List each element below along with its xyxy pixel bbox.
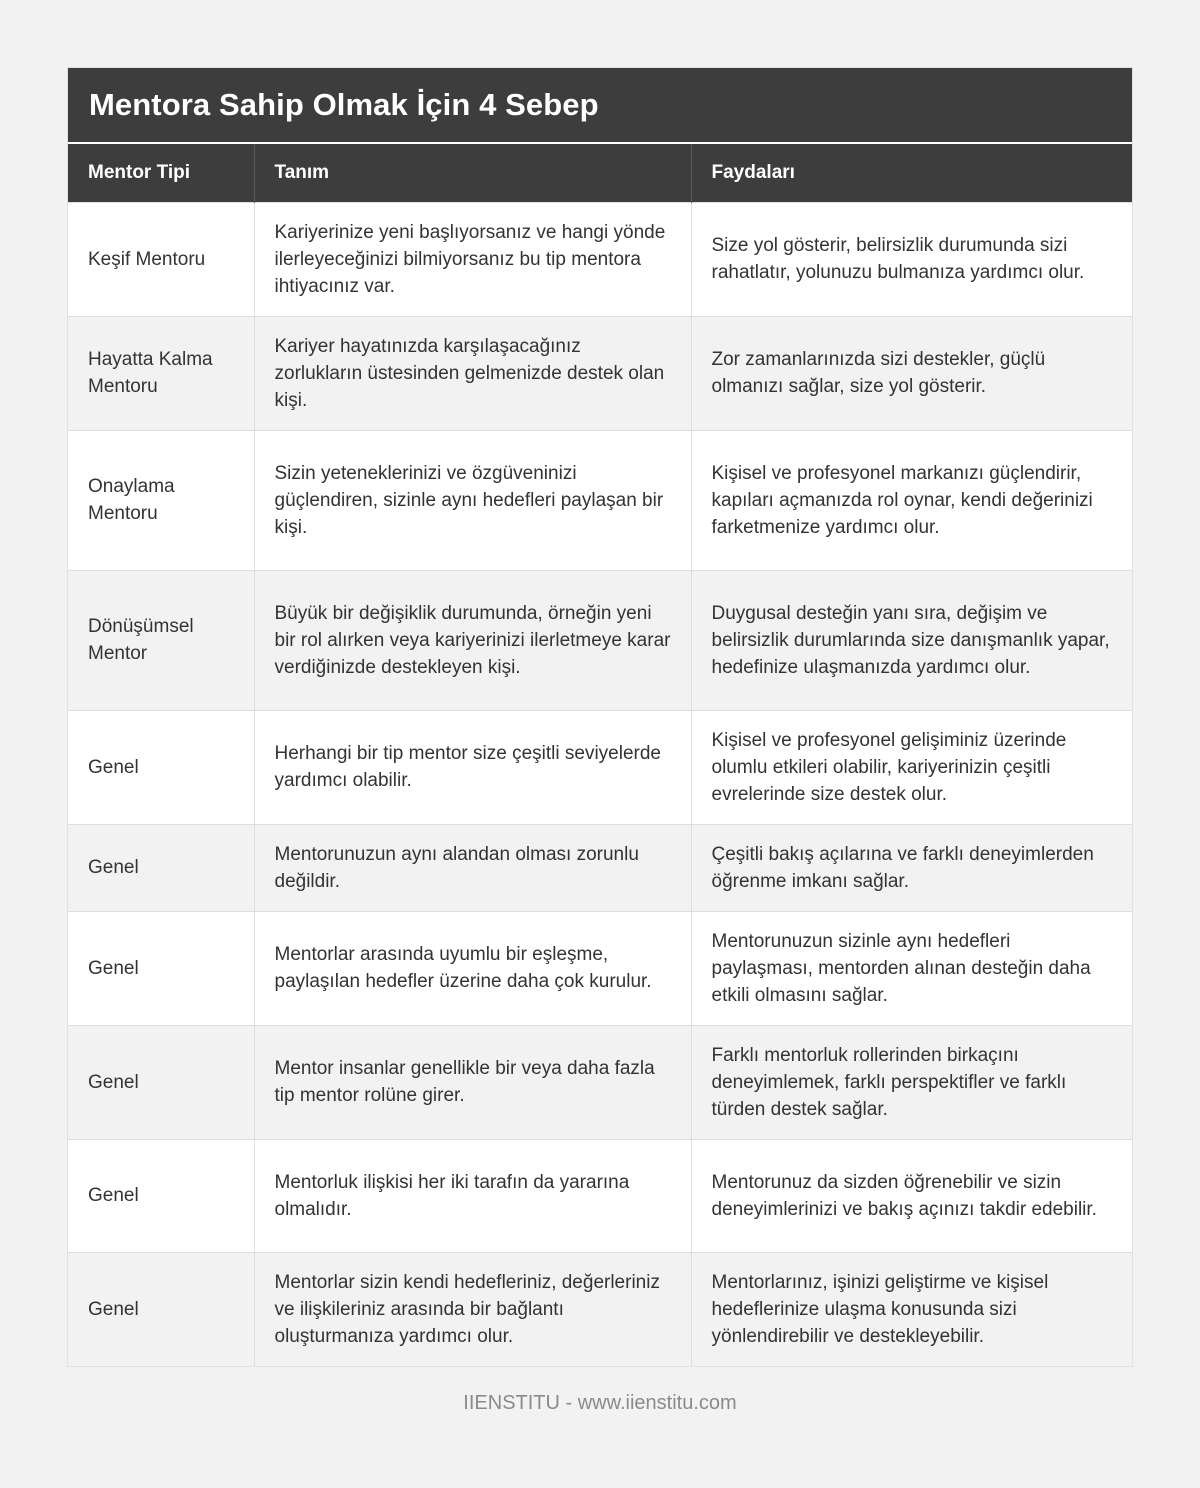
cell-definition: Mentorlar sizin kendi hedefleriniz, değerleriniz ve ilişkileriniz arasında bir bağlantı oluşturmanıza yardımcı olur. [254, 1252, 691, 1366]
cell-mentor-type: Genel [68, 1252, 254, 1366]
cell-mentor-type: Keşif Mentoru [68, 202, 254, 316]
cell-benefits: Kişisel ve profesyonel markanızı güçlendirir, kapıları açmanızda rol oynar, kendi değerinizi farketmenize yardımcı olur. [691, 430, 1132, 570]
cell-mentor-type: Hayatta Kalma Mentoru [68, 316, 254, 430]
table-row [68, 824, 1132, 911]
table-row [68, 570, 1132, 710]
table-row [68, 1252, 1132, 1366]
cell-benefits: Mentorunuzun sizinle aynı hedefleri paylaşması, mentorden alınan desteğin daha etkili olmasını sağlar. [691, 911, 1132, 1025]
page-title: Mentora Sahip Olmak İçin 4 Sebep [89, 87, 599, 122]
cell-mentor-type: Onaylama Mentoru [68, 430, 254, 570]
column-header-benefits: Faydaları [691, 144, 1132, 202]
column-header-definition: Tanım [254, 144, 691, 202]
mentor-table-card [68, 68, 1132, 1366]
cell-mentor-type: Genel [68, 824, 254, 911]
cell-mentor-type: Genel [68, 710, 254, 824]
cell-definition: Mentorluk ilişkisi her iki tarafın da yararına olmalıdır. [254, 1139, 691, 1252]
column-header-mentor-type: Mentor Tipi [68, 144, 254, 202]
cell-mentor-type: Genel [68, 911, 254, 1025]
mentor-table [68, 144, 1132, 1366]
cell-benefits: Mentorlarınız, işinizi geliştirme ve kişisel hedeflerinize ulaşma konusunda sizi yönlendirebilir ve destekleyebilir. [691, 1252, 1132, 1366]
cell-mentor-type: Genel [68, 1025, 254, 1139]
cell-benefits: Duygusal desteğin yanı sıra, değişim ve belirsizlik durumlarında size danışmanlık yapar, hedefinize ulaşmanızda yardımcı olur. [691, 570, 1132, 710]
table-row [68, 202, 1132, 316]
table-row [68, 1025, 1132, 1139]
cell-definition: Mentorlar arasında uyumlu bir eşleşme, paylaşılan hedefler üzerine daha çok kurulur. [254, 911, 691, 1025]
table-row [68, 1139, 1132, 1252]
cell-definition: Mentorunuzun aynı alandan olması zorunlu değildir. [254, 824, 691, 911]
cell-benefits: Kişisel ve profesyonel gelişiminiz üzerinde olumlu etkileri olabilir, kariyerinizin çeşitli evrelerinde size destek olur. [691, 710, 1132, 824]
cell-definition: Mentor insanlar genellikle bir veya daha fazla tip mentor rolüne girer. [254, 1025, 691, 1139]
cell-definition: Büyük bir değişiklik durumunda, örneğin yeni bir rol alırken veya kariyerinizi ilerletmeye karar verdiğinizde destekleyen kişi. [254, 570, 691, 710]
cell-benefits: Size yol gösterir, belirsizlik durumunda sizi rahatlatır, yolunuzu bulmanıza yardımcı olur. [691, 202, 1132, 316]
table-row [68, 710, 1132, 824]
cell-definition: Herhangi bir tip mentor size çeşitli seviyelerde yardımcı olabilir. [254, 710, 691, 824]
cell-definition: Kariyer hayatınızda karşılaşacağınız zorlukların üstesinden gelmenizde destek olan kişi. [254, 316, 691, 430]
title-bar [68, 68, 1132, 144]
cell-benefits: Farklı mentorluk rollerinden birkaçını deneyimlemek, farklı perspektifler ve farklı türden destek sağlar. [691, 1025, 1132, 1139]
cell-mentor-type: Dönüşümsel Mentor [68, 570, 254, 710]
cell-benefits: Mentorunuz da sizden öğrenebilir ve sizin deneyimlerinizi ve bakış açınızı takdir edebilir. [691, 1139, 1132, 1252]
table-header-row [68, 144, 1132, 202]
cell-definition: Kariyerinize yeni başlıyorsanız ve hangi yönde ilerleyeceğinizi bilmiyorsanız bu tip mentora ihtiyacınız var. [254, 202, 691, 316]
footer-credit: IIENSTITU - www.iienstitu.com [463, 1392, 737, 1414]
table-row [68, 911, 1132, 1025]
table-row [68, 316, 1132, 430]
cell-definition: Sizin yeteneklerinizi ve özgüveninizi güçlendiren, sizinle aynı hedefleri paylaşan bir kişi. [254, 430, 691, 570]
table-row [68, 430, 1132, 570]
cell-benefits: Çeşitli bakış açılarına ve farklı deneyimlerden öğrenme imkanı sağlar. [691, 824, 1132, 911]
cell-mentor-type: Genel [68, 1139, 254, 1252]
cell-benefits: Zor zamanlarınızda sizi destekler, güçlü olmanızı sağlar, size yol gösterir. [691, 316, 1132, 430]
